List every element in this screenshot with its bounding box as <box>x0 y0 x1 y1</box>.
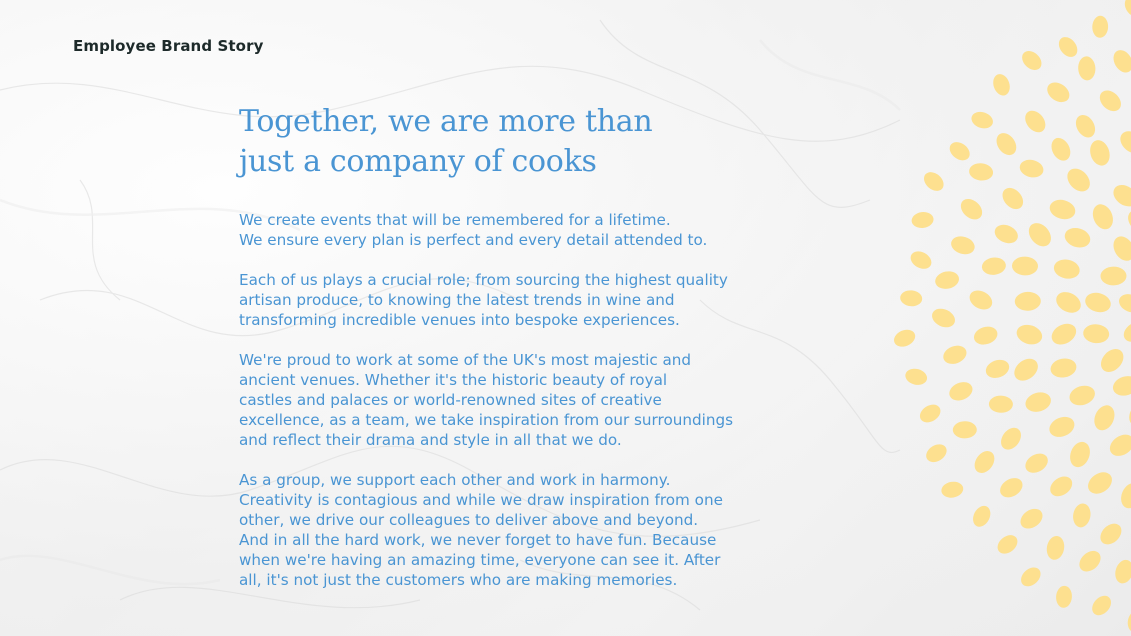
yellow-dot <box>908 248 935 272</box>
yellow-dot <box>1046 413 1077 440</box>
yellow-dot <box>1012 256 1039 276</box>
yellow-dot <box>983 357 1011 381</box>
yellow-dot <box>904 366 929 387</box>
yellow-dot <box>997 474 1026 501</box>
yellow-dot <box>1075 547 1104 576</box>
yellow-dot <box>970 503 994 530</box>
yellow-dot <box>1067 439 1094 470</box>
yellow-dot <box>1078 56 1097 81</box>
yellow-dot <box>1109 233 1131 265</box>
yellow-dot <box>969 109 995 131</box>
yellow-dot <box>1018 47 1045 74</box>
text-line: As a group, we support each other and work in harmony. <box>239 471 671 489</box>
yellow-dot <box>1082 323 1109 344</box>
text-line: ancient venues. Whether it's the historic beauty of royal <box>239 371 668 389</box>
yellow-dot <box>1100 266 1126 285</box>
yellow-dot <box>947 379 976 404</box>
text-line: when we're having an amazing time, everyone can see it. After <box>239 551 721 569</box>
yellow-dot <box>1092 16 1109 39</box>
yellow-dot-pattern <box>880 0 1131 636</box>
text-line: transforming incredible venues into bespoke experiences. <box>239 311 680 329</box>
yellow-dot <box>923 441 950 466</box>
text-line: castles and palaces or world-renowned sites of creative <box>239 391 662 409</box>
yellow-dot <box>998 184 1027 213</box>
yellow-dot <box>1014 291 1041 311</box>
yellow-dot <box>1055 33 1081 60</box>
text-line: excellence, as a team, we take inspiration from our surroundings <box>239 411 734 429</box>
yellow-dot <box>891 327 917 350</box>
yellow-dot <box>917 401 944 426</box>
yellow-dot <box>1047 197 1077 222</box>
yellow-dot <box>1053 288 1085 317</box>
yellow-dot <box>1063 164 1095 196</box>
text-line: all, it's not just the customers who are making memories. <box>239 571 678 589</box>
text-line: artisan produce, to knowing the latest trends in wine and <box>239 291 675 309</box>
yellow-dot <box>1062 225 1092 250</box>
yellow-dot <box>929 305 958 331</box>
yellow-dot <box>1021 107 1049 136</box>
yellow-dot <box>940 480 964 499</box>
yellow-dot <box>1087 138 1113 168</box>
yellow-dot <box>949 234 977 257</box>
yellow-dot <box>1048 320 1080 349</box>
yellow-dot <box>997 424 1025 454</box>
yellow-dot <box>957 195 986 224</box>
yellow-dot <box>946 138 973 164</box>
text-line: We're proud to work at some of the UK's most majestic and <box>239 351 692 369</box>
text-line: and reflect their drama and style in all that we do. <box>239 431 622 449</box>
yellow-dot <box>1044 78 1074 106</box>
yellow-dot <box>971 447 999 477</box>
yellow-dot <box>1126 609 1131 634</box>
yellow-dot <box>1046 472 1076 500</box>
yellow-dot <box>1048 135 1074 164</box>
yellow-dot <box>1071 502 1092 529</box>
headline-line-2: just a company of cooks <box>239 144 597 179</box>
yellow-dot <box>1112 558 1131 586</box>
paragraph-venues <box>239 350 779 450</box>
yellow-dot <box>1018 157 1045 179</box>
yellow-dot <box>1121 0 1131 20</box>
yellow-dot <box>1106 430 1131 460</box>
yellow-dot <box>968 162 994 182</box>
yellow-dot <box>1125 398 1131 430</box>
yellow-dot <box>1117 480 1131 511</box>
text-line: We ensure every plan is perfect and every detail attended to. <box>239 231 708 249</box>
yellow-dot <box>953 421 977 439</box>
yellow-dot <box>1088 592 1114 619</box>
text-line: Creativity is contagious and while we draw inspiration from one <box>239 491 723 509</box>
text-line: Each of us plays a crucial role; from sourcing the highest quality <box>239 271 728 289</box>
yellow-dot <box>1116 127 1131 158</box>
yellow-dot <box>1083 290 1113 315</box>
yellow-dot <box>992 221 1021 246</box>
yellow-dot <box>1120 318 1131 346</box>
paragraph-intro <box>239 210 779 250</box>
yellow-dot <box>1096 86 1125 115</box>
yellow-dot <box>941 342 970 367</box>
yellow-dot <box>1055 585 1072 608</box>
yellow-dot <box>972 324 1000 348</box>
headline <box>239 102 759 182</box>
paragraph-team <box>239 470 779 590</box>
yellow-dot <box>1023 389 1053 414</box>
yellow-dot <box>990 72 1012 98</box>
yellow-dot <box>1089 201 1117 232</box>
yellow-dot <box>1014 322 1044 348</box>
yellow-dot <box>1017 505 1047 533</box>
yellow-dot <box>1116 291 1131 316</box>
yellow-dot <box>1010 354 1042 385</box>
paragraph-roles <box>239 270 779 330</box>
yellow-dot <box>989 395 1013 413</box>
yellow-dot <box>1072 112 1099 141</box>
yellow-dot <box>981 256 1007 276</box>
body-text <box>239 210 779 610</box>
headline-line-1: Together, we are more than <box>239 104 653 139</box>
yellow-dot <box>1109 181 1131 211</box>
page-header-title: Employee Brand Story <box>73 37 264 55</box>
yellow-dot <box>1067 383 1098 409</box>
yellow-dot <box>992 129 1020 159</box>
yellow-dot <box>1045 535 1066 562</box>
yellow-dot <box>994 531 1021 557</box>
yellow-dot <box>1124 206 1131 238</box>
yellow-dot <box>966 287 995 314</box>
text-line: other, we drive our colleagues to deliver above and beyond. <box>239 511 699 529</box>
yellow-dot <box>1017 564 1044 590</box>
yellow-dot <box>1096 345 1127 377</box>
yellow-dot <box>1024 219 1055 251</box>
yellow-dot <box>1096 519 1125 548</box>
yellow-dot <box>1110 47 1131 76</box>
yellow-dot <box>934 269 961 291</box>
yellow-dot <box>920 168 947 194</box>
yellow-dot <box>1111 373 1131 399</box>
yellow-dot <box>900 289 923 307</box>
yellow-dot <box>1022 450 1051 477</box>
yellow-dot <box>911 211 935 229</box>
yellow-dot <box>1052 257 1081 280</box>
yellow-dot <box>1049 357 1078 380</box>
text-line: And in all the hard work, we never forget to have fun. Because <box>239 531 717 549</box>
yellow-dot <box>1084 468 1116 498</box>
yellow-dot <box>1091 402 1119 433</box>
text-line: We create events that will be remembered for a lifetime. <box>239 211 671 229</box>
